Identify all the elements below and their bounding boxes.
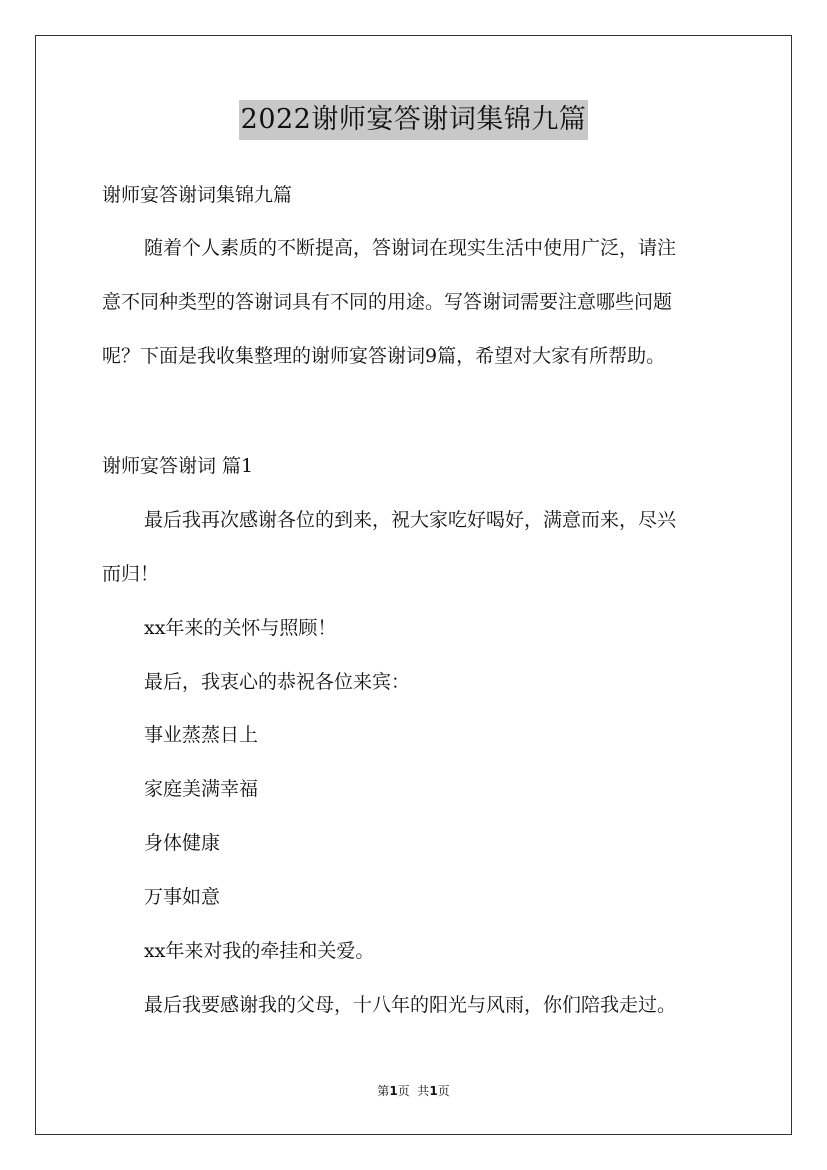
- footer-page-total: 1: [429, 1084, 438, 1098]
- section-line-2: 而归！: [102, 563, 160, 585]
- footer-page-current: 1: [389, 1084, 398, 1098]
- document-subtitle: 谢师宴答谢词集锦九篇: [102, 184, 293, 206]
- section-line-7: 身体健康: [144, 832, 221, 854]
- intro-line-1: 随着个人素质的不断提高，答谢词在现实生活中使用广泛，请注: [144, 237, 677, 259]
- section-line-1: 最后我再次感谢各位的到来，祝大家吃好喝好，满意而来，尽兴: [144, 509, 677, 531]
- section-line-8: 万事如意: [144, 886, 221, 908]
- section-line-5: 事业蒸蒸日上: [144, 724, 259, 746]
- section-line-10: 最后我要感谢我的父母，十八年的阳光与风雨，你们陪我走过。: [144, 994, 677, 1016]
- footer-suffix: 页: [437, 1084, 450, 1098]
- footer-prefix: 第: [377, 1084, 390, 1098]
- section-line-3: xx年来的关怀与照顾！: [144, 617, 337, 639]
- section-line-4: 最后，我衷心的恭祝各位来宾：: [144, 671, 411, 693]
- intro-line-2: 意不同种类型的答谢词具有不同的用途。写答谢词需要注意哪些问题: [102, 291, 673, 313]
- document-title: 2022谢师宴答谢词集锦九篇: [239, 100, 589, 140]
- page-footer: [0, 1083, 827, 1099]
- title-container: [0, 100, 827, 140]
- section-line-6: 家庭美满幸福: [144, 778, 259, 800]
- footer-mid: 页 共: [397, 1084, 430, 1098]
- intro-line-3: 呢？下面是我收集整理的谢师宴答谢词9篇，希望对大家有所帮助。: [102, 345, 666, 367]
- section-heading: 谢师宴答谢词 篇1: [102, 455, 254, 477]
- section-line-9: xx年来对我的牵挂和关爱。: [144, 940, 375, 962]
